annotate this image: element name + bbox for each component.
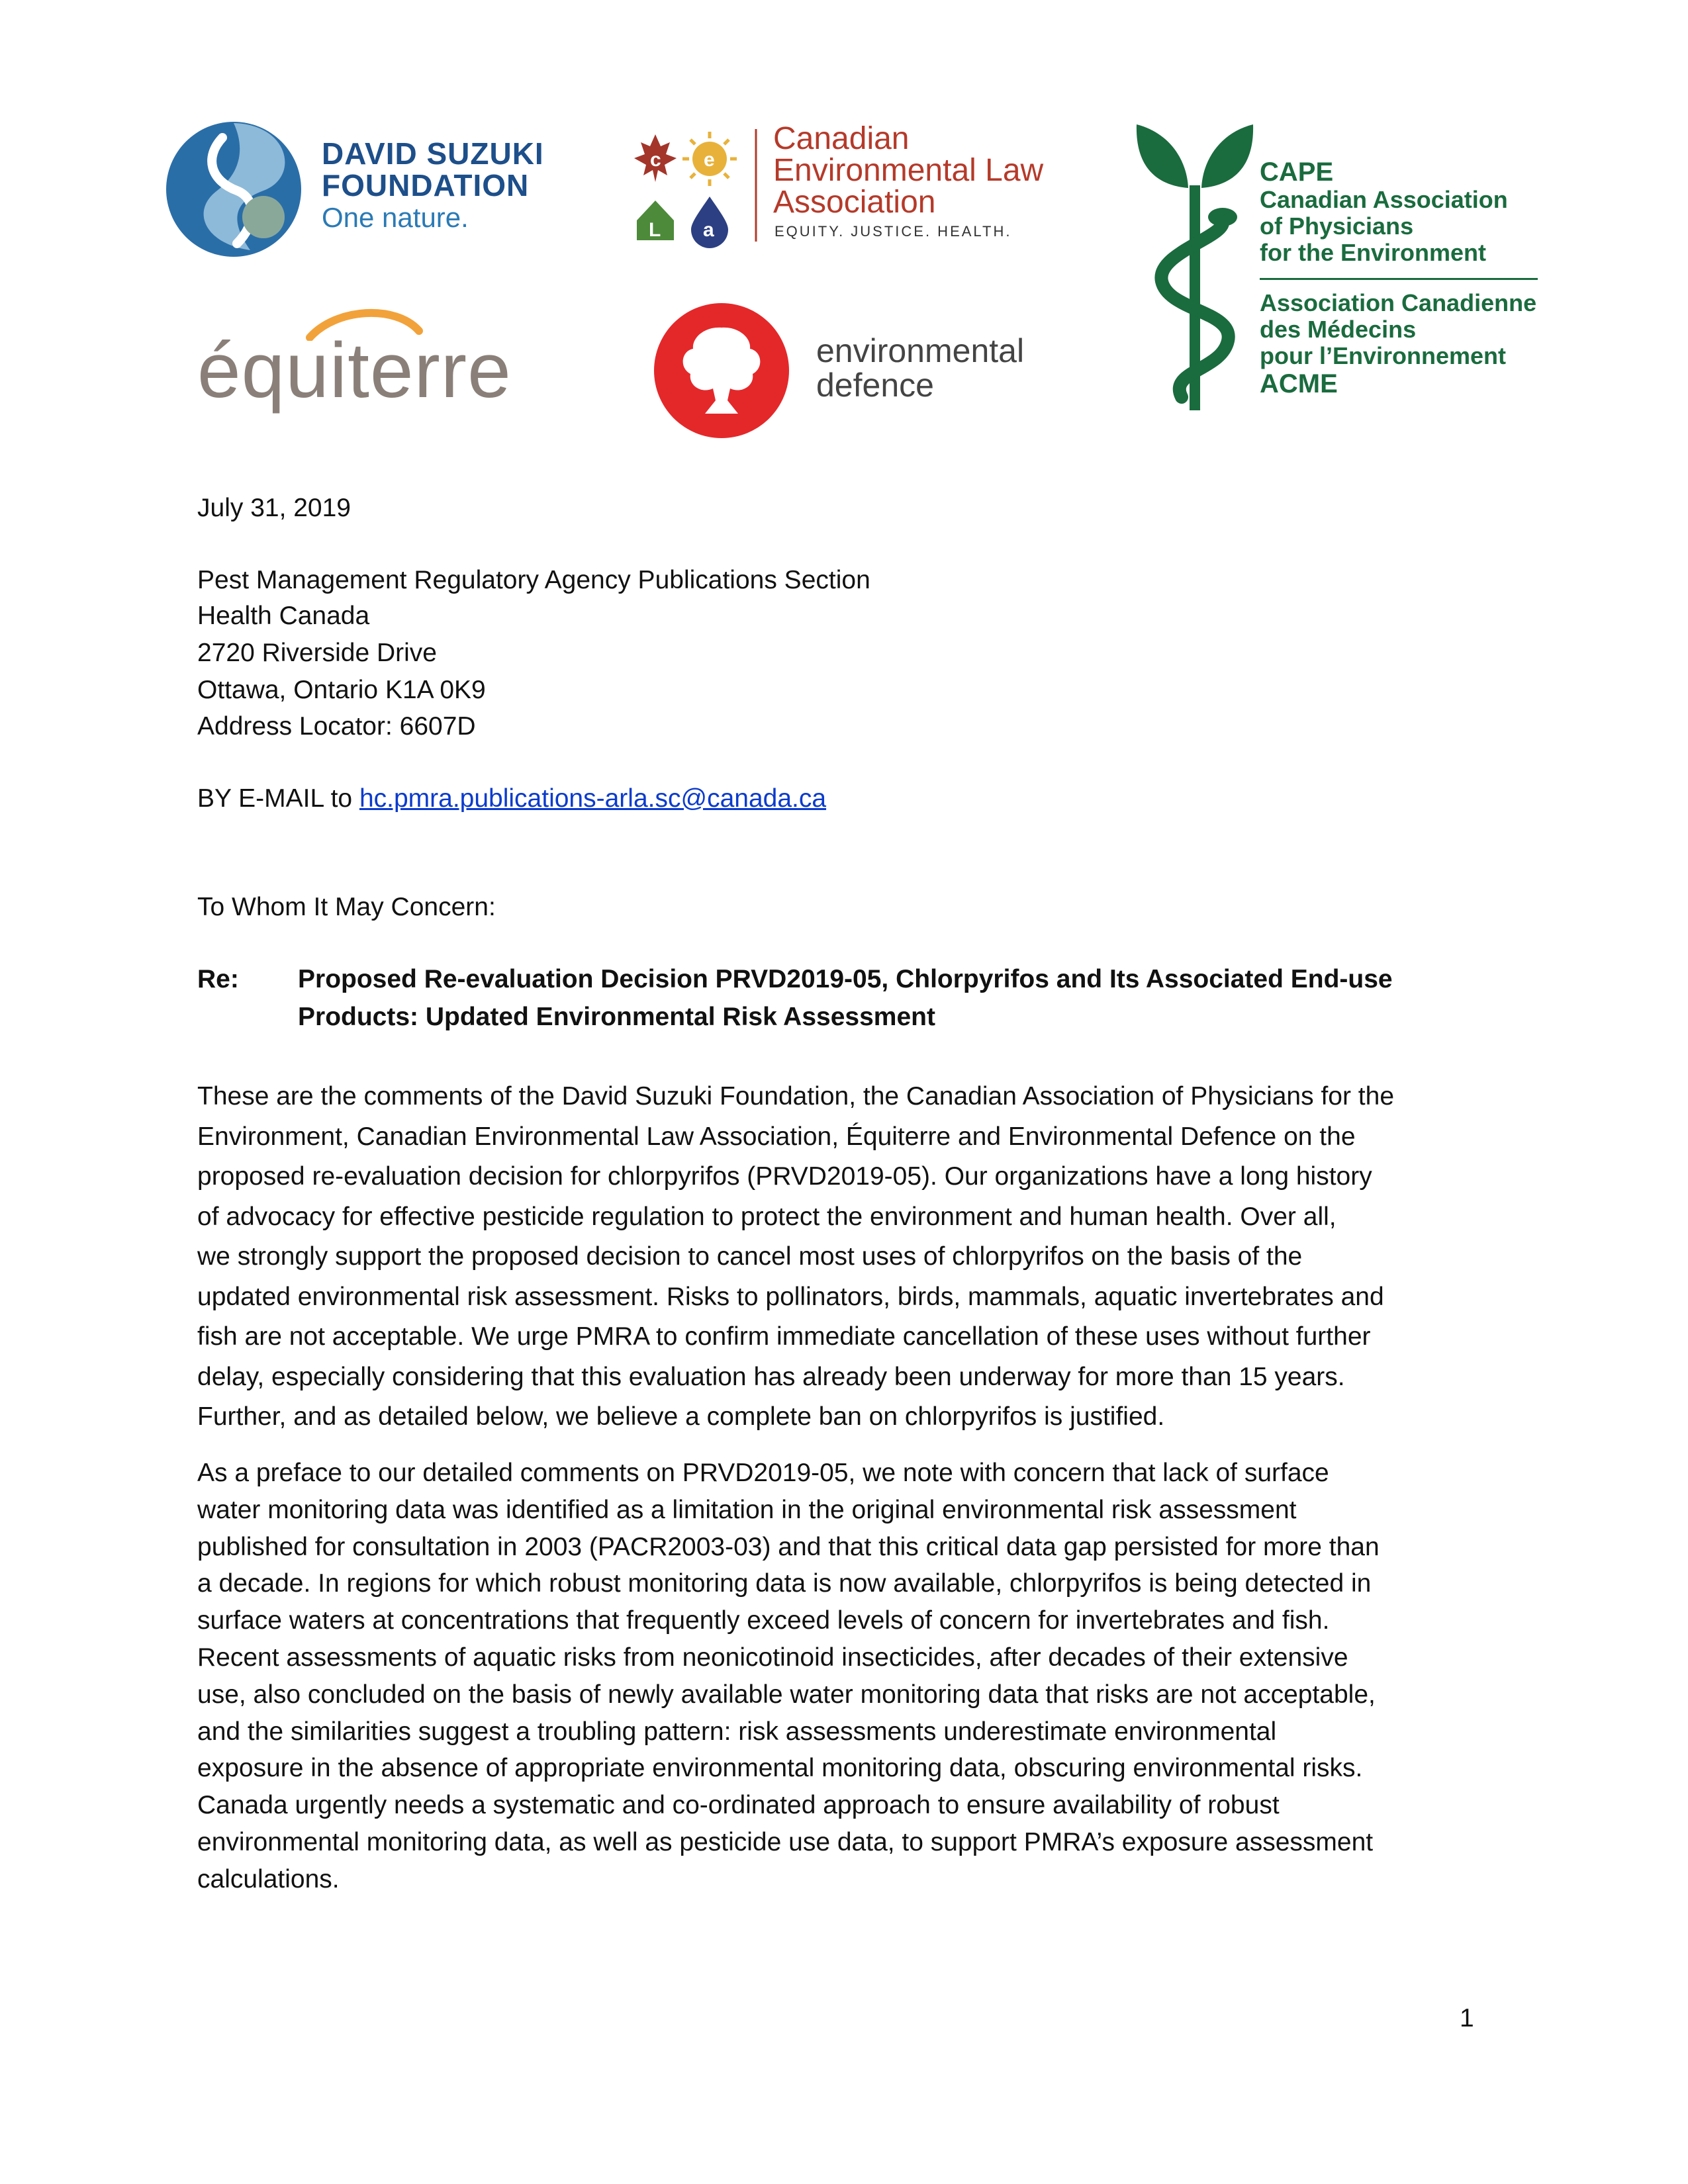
re-label: Re: (197, 965, 239, 993)
cape-divider (1260, 278, 1538, 280)
email-prefix: BY E-MAIL to (197, 784, 359, 813)
cela-badge-a: a (703, 219, 714, 241)
paragraph-line: delay, especially considering that this evaluation has already been underway for more than 15 years. (197, 1362, 1345, 1391)
paragraph-line: Recent assessments of aquatic risks from neonicotinoid insecticides, after decades of their extensive (197, 1643, 1348, 1672)
dsf-emblem-icon (164, 118, 316, 263)
ed-name-line1: environmental (816, 332, 1025, 369)
dsf-tagline: One nature. (322, 202, 469, 233)
paragraph-line: Canada urgently needs a systematic and co-ordinated approach to ensure availability of robust (197, 1791, 1280, 1820)
address-line: Health Canada (197, 602, 370, 630)
cela-name-line2: Environmental Law (773, 153, 1044, 188)
paragraph-1 (197, 1077, 1478, 1437)
cape-name-line2: of Physicians (1260, 212, 1414, 240)
re-subject-line: Products: Updated Environmental Risk Assessment (298, 1003, 935, 1031)
email-link[interactable]: hc.pmra.publications-arla.sc@canada.ca (359, 784, 827, 813)
paragraph-line: As a preface to our detailed comments on PRVD2019-05, we note with concern that lack of surface (197, 1459, 1329, 1487)
cela-name-line3: Association (773, 185, 936, 220)
acme-acronym: ACME (1260, 369, 1338, 398)
paragraph-line: published for consultation in 2003 (PACR2003-03) and that this critical data gap persisted for more than (197, 1532, 1380, 1561)
paragraph-line: surface waters at concentrations that frequently exceed levels of concern for invertebrates and fish. (197, 1606, 1330, 1635)
paragraph-line: Environment, Canadian Environmental Law Association, Équiterre and Environmental Defence on the (197, 1122, 1356, 1151)
paragraph-line: a decade. In regions for which robust monitoring data is now available, chlorpyrifos is being detected in (197, 1569, 1372, 1598)
address-line: Address Locator: 6607D (197, 712, 476, 741)
paragraph-line: Further, and as detailed below, we believe a complete ban on chlorpyrifos is justified. (197, 1402, 1165, 1431)
tree-circle-icon (652, 301, 791, 440)
acme-name-line3: pour l’Environnement (1260, 342, 1507, 369)
ed-name-line2: defence (816, 367, 934, 404)
page-number: 1 (1460, 2004, 1474, 2032)
dsf-name-line2: FOUNDATION (322, 168, 530, 203)
paragraph-line: and the similarities suggest a troubling pattern: risk assessments underestimate environmental (197, 1717, 1277, 1746)
equiterre-logo (197, 301, 555, 420)
dsf-name-line1: DAVID SUZUKI (322, 136, 544, 171)
environmental-defence-logo (652, 301, 1049, 440)
paragraph-line: calculations. (197, 1864, 340, 1893)
equiterre-wordmark: équiterre (197, 327, 512, 414)
paragraph-2 (197, 1455, 1478, 1898)
cela-badge-e: e (704, 149, 715, 171)
cela-badges-icon (624, 122, 763, 248)
paragraph-line: These are the comments of the David Suzuki Foundation, the Canadian Association of Physicians for the (197, 1082, 1395, 1111)
paragraph-line: we strongly support the proposed decision to cancel most uses of chlorpyrifos on the basis of the (197, 1242, 1303, 1271)
salutation: To Whom It May Concern: (197, 893, 496, 921)
paragraph-line: exposure in the absence of appropriate environmental monitoring data, obscuring environmental risks. (197, 1754, 1363, 1783)
cela-name-line1: Canadian (773, 121, 910, 156)
address-line: 2720 Riverside Drive (197, 639, 437, 667)
paragraph-line: proposed re-evaluation decision for chlorpyrifos (PRVD2019-05). Our organizations have a long history (197, 1162, 1372, 1191)
paragraph-line: environmental monitoring data, as well as pesticide use data, to support PMRA’s exposure assessment (197, 1827, 1374, 1856)
acme-name-line2: des Médecins (1260, 316, 1417, 343)
cape-logo (1129, 119, 1579, 417)
re-subject-line: Proposed Re-evaluation Decision PRVD2019-05, Chlorpyrifos and Its Associated End-use (298, 965, 1393, 993)
cape-name-line1: Canadian Association (1260, 186, 1508, 213)
email-line (197, 782, 826, 815)
cela-logo (624, 122, 1074, 248)
cela-badge-l: L (649, 219, 661, 241)
cela-badge-c: c (650, 149, 661, 171)
paragraph-line: of advocacy for effective pesticide regulation to protect the environment and human health. Over all, (197, 1202, 1336, 1231)
paragraph-line: fish are not acceptable. We urge PMRA to confirm immediate cancellation of these uses without further (197, 1322, 1371, 1351)
acme-name-line1: Association Canadienne (1260, 289, 1537, 316)
paragraph-line: use, also concluded on the basis of newly available water monitoring data that risks are not acceptable, (197, 1680, 1376, 1709)
address-line: Pest Management Regulatory Agency Publications Section (197, 566, 870, 594)
letter-date: July 31, 2019 (197, 494, 352, 522)
david-suzuki-foundation-logo (164, 118, 561, 263)
paragraph-line: water monitoring data was identified as a limitation in the original environmental risk assessment (197, 1495, 1297, 1524)
address-line: Ottawa, Ontario K1A 0K9 (197, 676, 486, 704)
cela-tagline: EQUITY. JUSTICE. HEALTH. (774, 223, 1012, 240)
cape-acronym: CAPE (1260, 158, 1334, 187)
paragraph-line: updated environmental risk assessment. Risks to pollinators, birds, mammals, aquatic invertebrates and (197, 1282, 1384, 1311)
caduceus-leaf-icon (1129, 119, 1261, 417)
cape-name-line3: for the Environment (1260, 239, 1487, 266)
